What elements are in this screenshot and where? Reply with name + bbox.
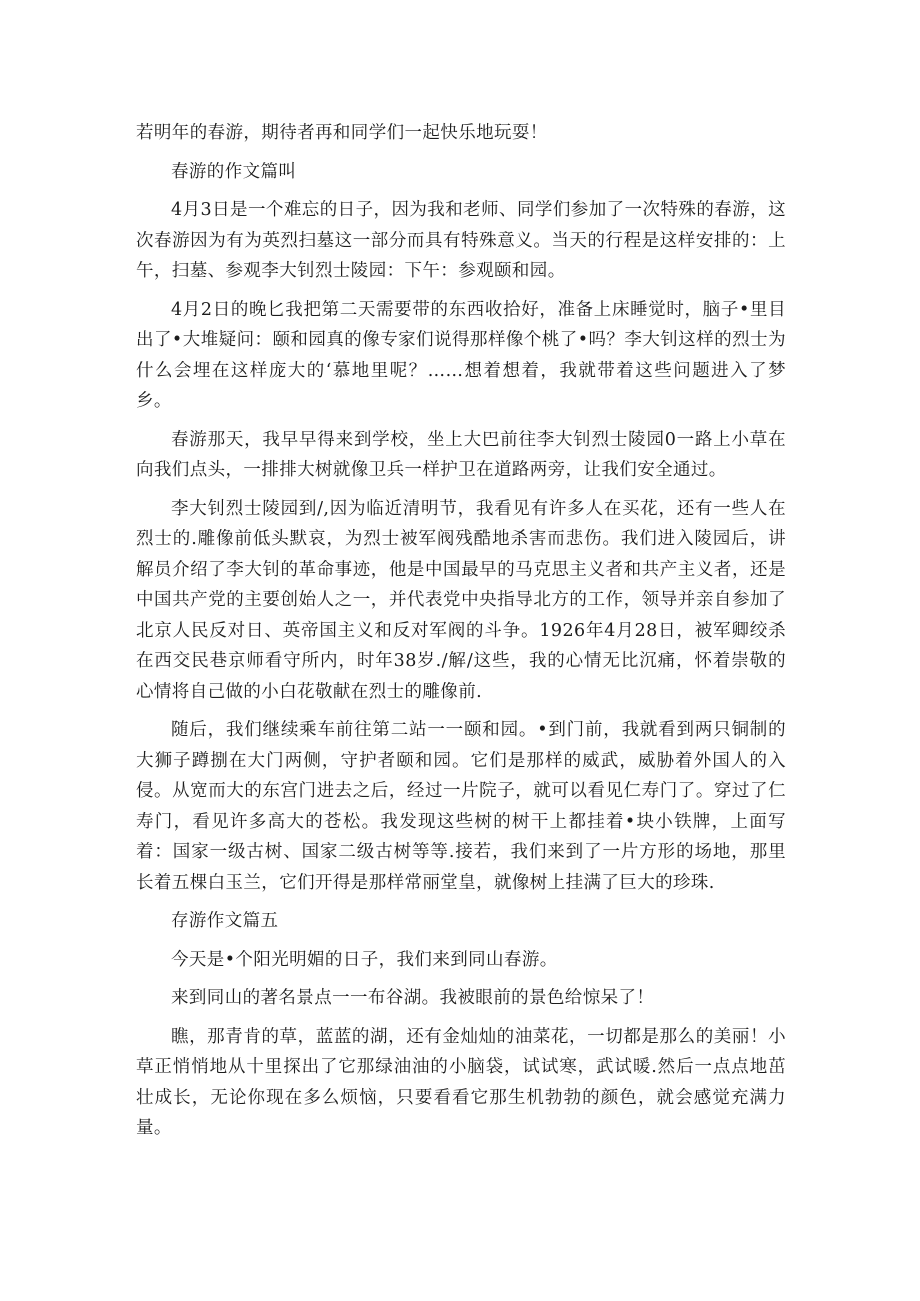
- section-heading-5: 存游作文篇五: [171, 911, 279, 931]
- paragraph: 来到同山的著名景点一一布谷湖。我被眼前的景色给惊呆了！: [171, 988, 655, 1008]
- paragraph-continued: 若明年的春游，期待者再和同学们一起快乐地玩耍！: [136, 123, 548, 143]
- paragraph: 4月3日是一个难忘的日子，因为我和老师、同学们参加了一次特殊的春游，这次春游因为有为英烈扫墓这一部分而具有特殊意义。当天的行程是这样安排的：上午，扫墓、参观李大钊烈士陵园：下午：参观颐和园。: [136, 200, 786, 281]
- paragraph: 瞧，那青肯的草，蓝蓝的湖，还有金灿灿的油菜花，一切都是那么的美丽！小草正悄悄地从十里探出了它那绿油油的小脑袋，试试寒，武试暖.然后一点点地茁壮成长，无论你现在多么烦恼，只要看看它那生机勃勃的颜色，就会感觉充满力量。: [136, 1026, 786, 1138]
- paragraph: 随后，我们继续乘车前往第二站一一颐和园。•到门前，我就看到两只铜制的大狮子蹲捌在大门两侧，守护者颐和园。它们是那样的威武，威胁着外国人的入侵。从宽而大的东宫门进去之后，经过一片院子，就可以看见仁寿门了。穿过了仁寿门，看见许多高大的苍松。我发现这些树的树干上都挂着•块小铁牌，上面写着：国家一级古树、国家二级古树等等.接若，我们来到了一片方形的场地，那里长着五棵白玉兰，它们开得是那样常丽堂皇，就像树上挂满了巨大的珍珠.: [136, 720, 786, 893]
- paragraph: 今天是•个阳光明媚的日子，我们来到同山春游。: [171, 949, 558, 970]
- document-body: [136, 118, 786, 1152]
- section-heading-4: 春游的作文篇叫: [171, 161, 297, 182]
- paragraph: 4月2日的晚匕我把第二天需要带的东西收拾好，准备上床睡觉时，脑子•里目出了•大堆疑问：颐和园真的像专家们说得那样像个桃了•吗？李大钊这样的烈士为什么会埋在这样庞大的‘慕地里呢？……想着想着，我就带着这些问题进入了梦乡。: [136, 299, 786, 411]
- paragraph: 李大钊烈士陵园到/,因为临近清明节，我看见有许多人在买花，还有一些人在烈士的.雕像前低头默哀，为烈士被军阀残酷地杀害而悲伤。我们进入陵园后，讲解员介绍了李大钊的革命事迹，他是中国最早的马克思主义者和共产主义者，还是中国共产党的主要创始人之一，并代表党中央指导北方的工作，领导并亲自参加了北京人民反对日、英帝国主义和反对军阀的斗争。1926年4月28日，被军卿绞杀在西交民巷京师看守所内，时年38岁./解/这些，我的心情无比沉痛，怀着崇敬的心情将自己做的小白花敬献在烈士的雕像前.: [136, 498, 786, 702]
- paragraph: 春游那天，我早早得来到学校，坐上大巴前往李大钊烈士陵园0一路上小草在向我们点头，一排排大树就像卫兵一样护卫在道路两旁，让我们安全通过。: [136, 429, 786, 480]
